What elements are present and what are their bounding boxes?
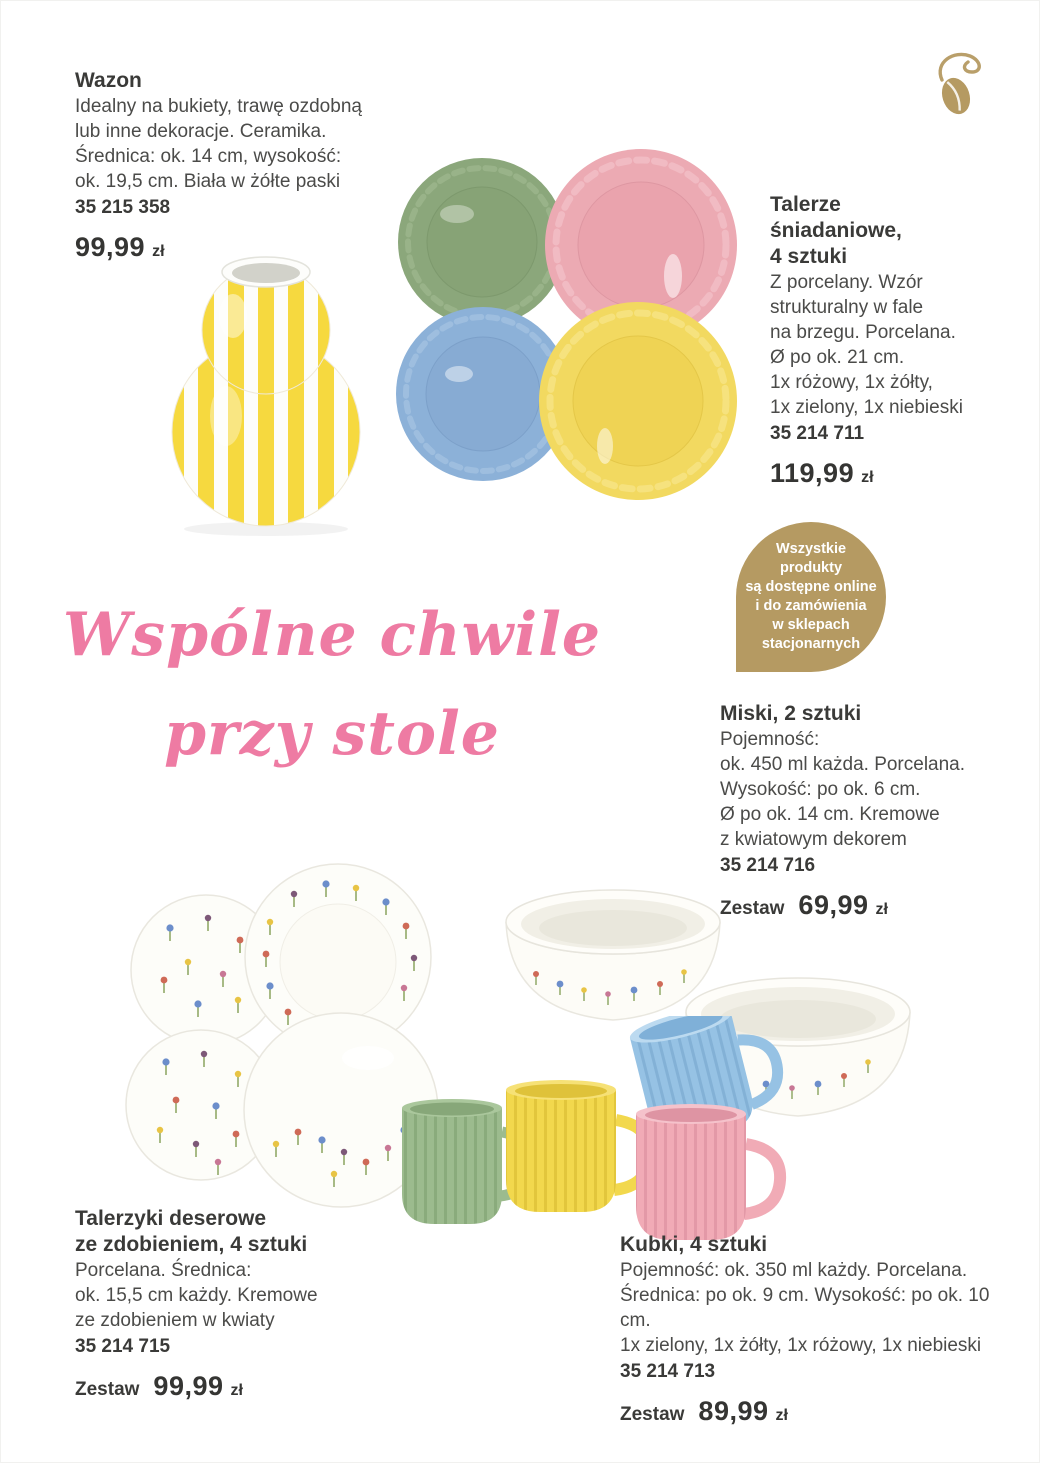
product-description: Pojemność: ok. 350 ml każdy. Porcelana. Średnica: po ok. 9 cm. Wysokość: po ok. 10 cm. 1x zielony, 1x żółty, 1x różowy, 1x niebieski [620, 1260, 990, 1356]
product-name: Miski, 2 sztuki [720, 702, 862, 725]
coffee-bean-swirl-icon [926, 46, 992, 120]
product-sku: 35 215 358 [75, 197, 171, 218]
plate-yellow [539, 302, 737, 500]
mugs-photo [378, 1016, 798, 1256]
price-value: 69,99 [798, 890, 869, 920]
price-currency: zł [152, 243, 165, 260]
price-value: 99,99 [75, 232, 146, 262]
product-sku: 35 214 716 [720, 855, 816, 876]
product-sku: 35 214 711 [770, 423, 865, 444]
product-sku: 35 214 715 [75, 1336, 171, 1357]
product-description: Porcelana. Średnica: ok. 15,5 cm każdy. Kremowe ze zdobieniem w kwiaty [75, 1260, 318, 1331]
vase-photo [138, 226, 400, 538]
price-prefix: Zestaw [720, 898, 785, 919]
mug-pink [636, 1104, 780, 1240]
bowl-1 [506, 890, 720, 1020]
product-block-talerze [770, 192, 980, 489]
product-name: Kubki, 4 sztuki [620, 1233, 768, 1256]
headline [62, 586, 602, 784]
price-prefix: Zestaw [75, 1379, 140, 1400]
plate-green [398, 158, 566, 326]
product-sku: 35 214 713 [620, 1361, 716, 1382]
availability-badge [736, 522, 886, 672]
product-name: Wazon [75, 69, 142, 92]
price-currency: zł [230, 1382, 243, 1399]
availability-badge-text: Wszystkie produkty są dostępne online i do zamówienia w sklepach stacjonarnych [745, 541, 877, 652]
product-description: Idealny na bukiety, trawę ozdobną lub inne dekoracje. Ceramika. Średnica: ok. 14 cm, wysokość: ok. 19,5 cm. Biała w żółte paski [75, 96, 362, 192]
product-name: Talerze śniadaniowe, 4 sztuki [770, 193, 902, 268]
headline-line-2: przy stole [164, 699, 500, 769]
product-description: Pojemność: ok. 450 ml każda. Porcelana. Wysokość: po ok. 6 cm. Ø po ok. 14 cm. Kremowe z kwiatowym dekorem [720, 729, 966, 850]
price-row [770, 458, 980, 489]
price-prefix: Zestaw [620, 1404, 685, 1425]
mug-yellow [506, 1080, 650, 1212]
price-currency: zł [861, 469, 874, 486]
price-value: 119,99 [770, 458, 855, 488]
breakfast-plates-photo [383, 146, 763, 524]
headline-line-1: Wspólne chwile [62, 600, 602, 670]
product-block-kubki [620, 1232, 990, 1427]
price-currency: zł [875, 901, 888, 918]
price-value: 99,99 [153, 1371, 224, 1401]
product-name: Talerzyki deserowe ze zdobieniem, 4 sztuki [75, 1207, 308, 1256]
price-currency: zł [775, 1407, 788, 1424]
product-description: Z porcelany. Wzór strukturalny w fale na brzegu. Porcelana. Ø po ok. 21 cm. 1x różowy, 1x żółty, 1x zielony, 1x niebieski [770, 272, 963, 418]
product-block-talerzyki [75, 1206, 405, 1402]
price-value: 89,99 [698, 1396, 769, 1426]
price-row [75, 1371, 405, 1402]
price-row [620, 1396, 990, 1427]
